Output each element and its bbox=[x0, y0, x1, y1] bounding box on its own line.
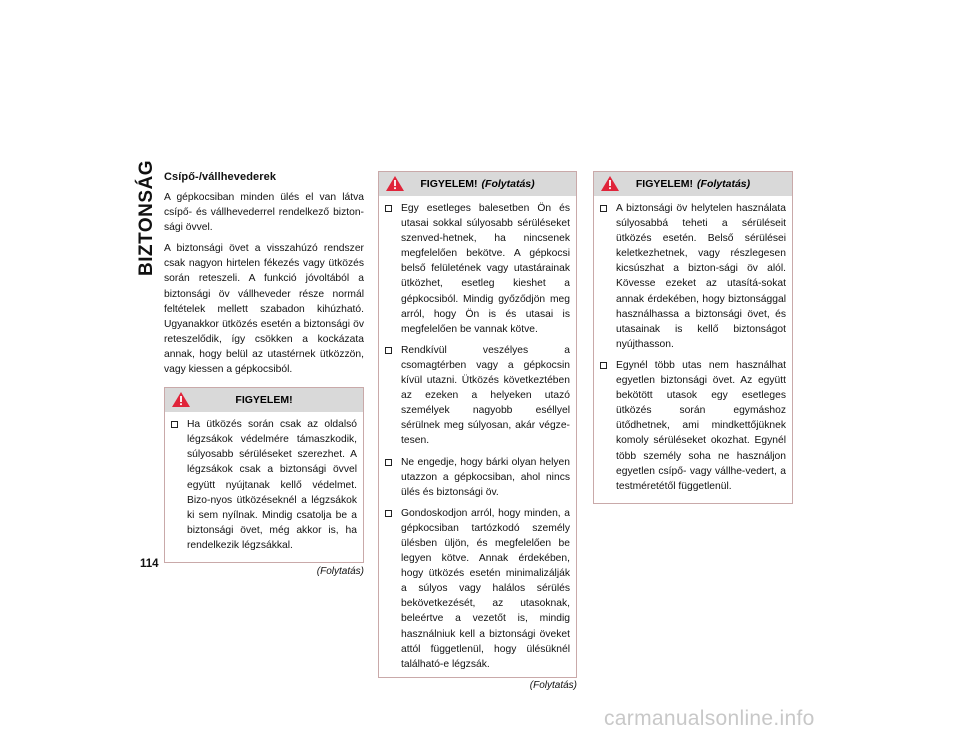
warning-box-3 bbox=[593, 171, 793, 504]
checkbox-bullet-icon bbox=[385, 205, 392, 212]
warning-box-1 bbox=[164, 387, 364, 563]
warning-item-text: Egy esetleges balesetben Ön és utasai sokkal súlyosabb sérüléseket szenved-hetnek, ha nincsenek megfelelően bekötve. A gépkocsi belső felületének vagy utastárainak ütközhet, esetleg kieshet a gépkocsiból. Mindig győződjön meg arról, hogy Ön is és utasai is megfelelően be vannak kötve. bbox=[401, 203, 570, 335]
warning-item bbox=[385, 343, 570, 449]
warning-header bbox=[594, 172, 792, 196]
checkbox-bullet-icon bbox=[600, 362, 607, 369]
intro-paragraph-1: A gépkocsiban minden ülés el van látva csípő- és vállhevederrel rendelkező bizton-sági övvel. bbox=[164, 192, 364, 234]
warning-item bbox=[385, 506, 570, 672]
warning-item-text: Gondoskodjon arról, hogy minden, a gépkocsiban tartózkodó személy ülésben üljön, és megfelelően be legyen kötve. Annak érdekében, hogy ütközés esetén minimalizálják a súlyos vagy halálos sérülés bekövetkezését, az utasoknak, beleértve a vezetőt is, mindig használniuk kell a biztonsági öveket attól függetlenül, hogy ülésüknél található-e légzsák. bbox=[401, 507, 570, 670]
warning-triangle-icon bbox=[171, 391, 191, 408]
warning-title-continued: (Folytatás) bbox=[481, 178, 535, 190]
warning-item-text: Ne engedje, hogy bárki olyan helyen utazzon a gépkocsiban, ahol nincs ülés és biztonsági öv. bbox=[401, 456, 570, 498]
warning-item-text: Ha ütközés során csak az oldalsó légzsákok védelmére támaszkodik, súlyosabb sérüléseket szerezhet. A légzsákok csak a biztonsági övvel együtt nyújtanak kellő védelmet. Bizo-nyos ütközéseknél a légzsákok ki sem nyílnak. Mindig csatolja be a biztonsági övet, még akkor is, ha rendelkezik légzsákkal. bbox=[187, 419, 357, 551]
checkbox-bullet-icon bbox=[385, 510, 392, 517]
warning-title: FIGYELEM! bbox=[235, 394, 293, 407]
column-3 bbox=[593, 171, 793, 504]
page-number: 114 bbox=[140, 558, 159, 570]
intro-paragraph-2: A biztonsági övet a visszahúzó rendszer csak nagyon hirtelen fékezés vagy ütközés során reteszeli. A funkció jóvoltából a biztonsági öv vállheveder része normál feltételek mellett szabadon kihúzható. Ugyanakkor ütközés esetén a biztonsági öv reteszelődik, így csökken a kockázata annak, hogy belül az utastérnek ütközzön, vagy kiessen a gépkocsiból. bbox=[164, 243, 364, 376]
continued-note: (Folytatás) bbox=[316, 565, 364, 577]
warning-triangle-icon bbox=[600, 175, 620, 192]
continued-note: (Folytatás) bbox=[529, 679, 577, 691]
checkbox-bullet-icon bbox=[385, 459, 392, 466]
warning-body bbox=[594, 196, 792, 503]
warning-item bbox=[385, 455, 570, 500]
warning-item bbox=[171, 417, 357, 553]
warning-item bbox=[600, 358, 786, 494]
column-1 bbox=[164, 171, 364, 577]
warning-item bbox=[600, 201, 786, 352]
warning-title: FIGYELEM! bbox=[635, 178, 694, 190]
side-tab bbox=[136, 160, 158, 275]
warning-item bbox=[385, 201, 570, 337]
warning-body bbox=[165, 412, 363, 562]
side-tab-label: BIZTONSÁG bbox=[136, 159, 158, 276]
warning-item-text: Egynél több utas nem használhat egyetlen biztonsági övet. Az együtt bekötött utasok egy esetleges ütközés során egymáshoz ütődhetnek, ami mindkettőjüknek komoly sérüléseket okozhat. Egynél több személy soha ne használjon egyetlen csípő- vagy vállhe-vedert, a testméretétől függetlenül. bbox=[616, 359, 786, 492]
warning-body bbox=[379, 196, 576, 677]
checkbox-bullet-icon bbox=[600, 205, 607, 212]
warning-item-text: A biztonsági öv helytelen használata súlyosabbá teheti a sérüléseit ütközés esetén. Belső sérülései keletkezhetnek, vagy részlegesen kicsúszhat a bizton-sági öv alól. Kövesse ezeket az utasítá-sokat annak érdekében, hogy biztonsággal használhassa a biztonsági övet, és utasainak is kellő biztonságot nyújthasson. bbox=[616, 203, 786, 350]
warning-item-text: Rendkívül veszélyes a csomagtérben vagy a gépkocsin kívül utazni. Ütközés következtében az ezeken a helyeken utazó személyek nagyobb eséllyel sérülnek meg súlyosan, akár végze-tesen. bbox=[401, 344, 570, 447]
warning-title-continued: (Folytatás) bbox=[697, 178, 751, 190]
warning-header bbox=[379, 172, 576, 196]
warning-box-2 bbox=[378, 171, 577, 678]
watermark: carmanualsonline.info bbox=[604, 707, 815, 730]
warning-header bbox=[165, 388, 363, 412]
checkbox-bullet-icon bbox=[171, 421, 178, 428]
section-title: Csípő-/vállhevederek bbox=[164, 171, 277, 183]
column-2 bbox=[378, 171, 577, 691]
warning-title: FIGYELEM! bbox=[420, 178, 478, 190]
checkbox-bullet-icon bbox=[385, 347, 392, 354]
warning-triangle-icon bbox=[385, 175, 405, 192]
